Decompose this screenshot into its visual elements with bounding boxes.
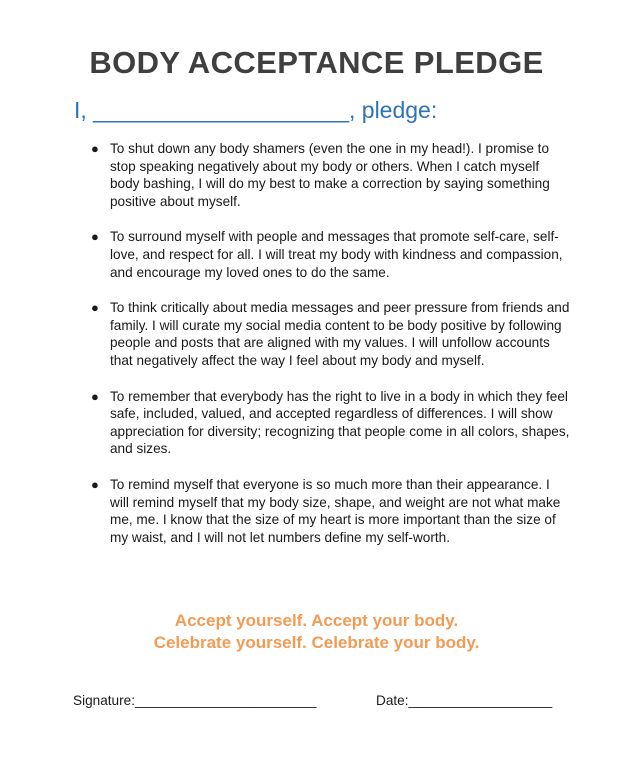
pledge-text: To surround myself with people and messages that promote self-care, self-love, and respect for all. I will treat my body with kindness and compassion, and encourage my loved ones to do the same. <box>110 229 563 280</box>
list-item <box>91 476 571 546</box>
tagline-celebrate: Celebrate yourself. Celebrate your body. <box>153 633 480 652</box>
page-title: BODY ACCEPTANCE PLEDGE <box>89 45 544 80</box>
date-field: Date:___________________ <box>376 693 553 708</box>
list-item <box>91 299 571 369</box>
pledge-text: To remember that everybody has the right to live in a body in which they feel safe, included, valued, and accepted regardless of differences. I will show appreciation for diversity; recognizing that people come in all colors, shapes, and sizes. <box>110 388 570 457</box>
bullet-icon: ● <box>91 476 99 492</box>
pledge-text: To shut down any body shamers (even the one in my head!). I promise to stop speaking negatively about my body or others. When I catch myself body bashing, I will do my best to make a correction by saying something positive about myself. <box>110 141 550 209</box>
pledge-line: I, ____________________, pledge: <box>74 97 438 123</box>
pledge-list <box>91 140 571 546</box>
signature-field: Signature:________________________ <box>73 693 317 708</box>
list-item <box>91 140 571 210</box>
bullet-icon: ● <box>91 300 99 316</box>
bullet-icon: ● <box>91 141 99 156</box>
tagline-accept: Accept yourself. Accept your body. <box>174 611 459 630</box>
pledge-text: To think critically about media messages and peer pressure from friends and family. I will curate my social media content to be body positive by following people and posts that are aligned with my values. I will unfollow accounts that negatively affect the way I feel about my body and myself. <box>110 300 570 368</box>
bullet-icon: ● <box>91 388 99 404</box>
list-item <box>91 228 571 281</box>
bullet-icon: ● <box>91 229 99 245</box>
pledge-text: To remind myself that everyone is so much more than their appearance. I will remind myself that my body size, shape, and weight are not what make me, me. I know that the size of my heart is more important than the size of my waist, and I will not let numbers define my self-worth. <box>110 476 561 545</box>
list-item <box>91 388 571 458</box>
